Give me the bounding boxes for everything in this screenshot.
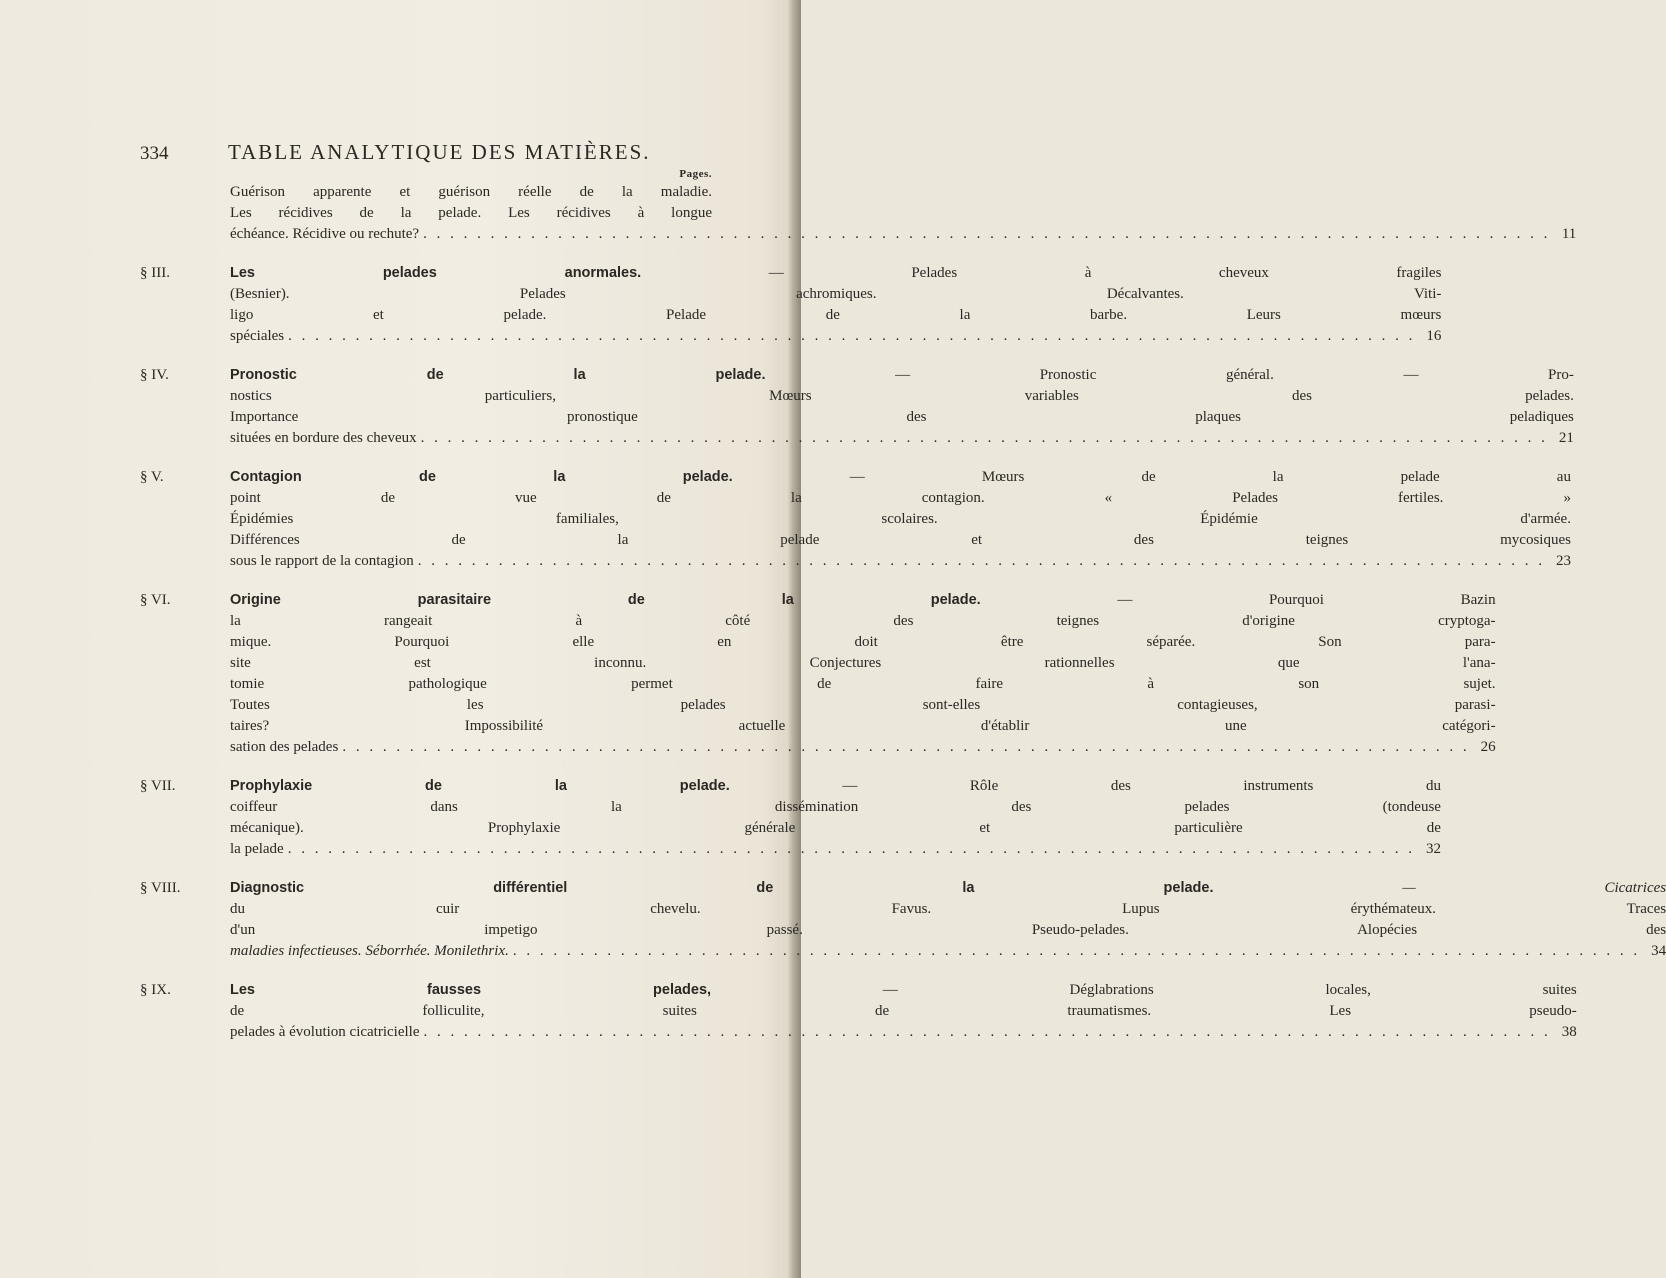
dot-leader bbox=[513, 941, 1640, 962]
entry-line: taires? Impossibilité actuelle d'établir une catégori- bbox=[230, 718, 1496, 734]
entry-line: Guérison apparente et guérison réelle de la maladie. bbox=[230, 184, 712, 200]
entry-line: Différences de la pelade et des teignes mycosiques bbox=[230, 532, 1571, 548]
dot-leader bbox=[418, 551, 1545, 572]
section-number: § III. bbox=[140, 265, 170, 281]
section-viii bbox=[140, 878, 1666, 962]
section-body bbox=[230, 776, 1441, 860]
entry-line: nostics particuliers, Mœurs variables des pelades. bbox=[230, 388, 1574, 404]
dot-leader bbox=[342, 737, 1469, 758]
dot-leader bbox=[421, 428, 1548, 449]
section-title-rest: — Pourquoi Bazin bbox=[1117, 592, 1496, 608]
entry-line: mécanique). Prophylaxie générale et particulière de bbox=[230, 820, 1441, 836]
entry-last-text: échéance. Récidive ou rechute? bbox=[230, 226, 420, 242]
section-body bbox=[230, 590, 1496, 758]
section-body bbox=[230, 980, 1577, 1043]
entry-line: de folliculite, suites de traumatismes. Les pseudo- bbox=[230, 1003, 1577, 1019]
entry-line: Importance pronostique des plaques peladiques bbox=[230, 409, 1574, 425]
section-title: Contagion de la pelade. bbox=[230, 469, 733, 485]
section-number: § VIII. bbox=[140, 880, 181, 896]
entry-line: (Besnier). Pelades achromiques. Décalvantes. Viti- bbox=[230, 286, 1442, 302]
section-body bbox=[230, 263, 1441, 347]
entry-last-line bbox=[230, 839, 1441, 860]
section-body bbox=[230, 365, 1574, 449]
entry-last-text: pelades à évolution cicatricielle bbox=[230, 1024, 420, 1040]
entry-last-text: spéciales bbox=[230, 328, 285, 344]
section-iv bbox=[140, 365, 1574, 449]
section-title-rest: — Cicatrices bbox=[1402, 880, 1666, 896]
section-title-rest: — Pronostic général. — Pro- bbox=[895, 367, 1574, 383]
entry-page: 38 bbox=[1561, 1024, 1577, 1040]
section-ix bbox=[140, 980, 1577, 1043]
entry-line: du cuir chevelu. Favus. Lupus érythémateux. Traces bbox=[230, 901, 1666, 917]
entry-line: mique. Pourquoi elle en doit être séparée. Son para- bbox=[230, 634, 1496, 650]
dot-leader bbox=[424, 1022, 1551, 1043]
section-number: § IV. bbox=[140, 367, 169, 383]
entry-last-text: sation des pelades bbox=[230, 739, 339, 755]
pages-column-label: Pages. bbox=[679, 168, 712, 180]
section-title-rest: — Pelades à cheveux fragiles bbox=[768, 265, 1442, 281]
section-title-rest: — Rôle des instruments du bbox=[842, 778, 1441, 794]
entry-first-line bbox=[230, 467, 1571, 488]
entry-line: point de vue de la contagion. « Pelades fertiles. » bbox=[230, 490, 1571, 506]
section-number: § VI. bbox=[140, 592, 171, 608]
section-title: Les pelades anormales. bbox=[230, 265, 642, 281]
intro-entry bbox=[140, 182, 1577, 245]
entry-page: 26 bbox=[1480, 739, 1496, 755]
page-number: 334 bbox=[140, 143, 169, 164]
entry-line: Toutes les pelades sont-elles contagieuses, parasi- bbox=[230, 697, 1496, 713]
entry-line: tomie pathologique permet de faire à son sujet. bbox=[230, 676, 1496, 692]
entry-line: Les récidives de la pelade. Les récidives à longue bbox=[230, 205, 712, 221]
section-number: § IX. bbox=[140, 982, 171, 998]
section-iii bbox=[140, 263, 1442, 347]
entry-page: 23 bbox=[1555, 553, 1571, 569]
entry-last-line bbox=[230, 737, 1496, 758]
entry-line: d'un impetigo passé. Pseudo-pelades. Alopécies des bbox=[230, 922, 1666, 938]
entry-last-line bbox=[230, 326, 1441, 347]
entry-line: la rangeait à côté des teignes d'origine cryptoga- bbox=[230, 613, 1496, 629]
dot-leader bbox=[288, 839, 1415, 860]
section-title-rest: — Mœurs de la pelade au bbox=[849, 469, 1571, 485]
entry-page: 11 bbox=[1561, 226, 1577, 242]
section-vii bbox=[140, 776, 1441, 860]
section-title: Les fausses pelades, bbox=[230, 982, 712, 998]
section-body bbox=[230, 878, 1666, 962]
entry-last-line bbox=[230, 941, 1666, 962]
section-title-rest: — Déglabrations locales, suites bbox=[882, 982, 1577, 998]
entry-page: 21 bbox=[1558, 430, 1574, 446]
table-of-contents bbox=[140, 182, 1666, 1043]
section-v bbox=[140, 467, 1571, 572]
entry-first-line bbox=[230, 263, 1441, 284]
entry-last-line bbox=[230, 224, 1577, 245]
section-title: Diagnostic différentiel de la pelade. bbox=[230, 880, 1214, 896]
entry-last-line bbox=[230, 1022, 1577, 1043]
entry-last-text: situées en bordure des cheveux bbox=[230, 430, 417, 446]
entry-line: coiffeur dans la dissémination des pelades (tondeuse bbox=[230, 799, 1441, 815]
entry-last-line bbox=[230, 551, 1571, 572]
section-number: § V. bbox=[140, 469, 164, 485]
entry-page: 34 bbox=[1651, 943, 1666, 959]
entry-last-text: maladies infectieuses. Séborrhée. Monilethrix. bbox=[230, 943, 509, 959]
entry-line: site est inconnu. Conjectures rationnelles que l'ana- bbox=[230, 655, 1496, 671]
entry-last-text: la pelade bbox=[230, 841, 284, 857]
entry-page: 32 bbox=[1425, 841, 1441, 857]
section-number: § VII. bbox=[140, 778, 176, 794]
running-header bbox=[140, 140, 700, 165]
section-title: Origine parasitaire de la pelade. bbox=[230, 592, 981, 608]
section-body bbox=[230, 467, 1571, 572]
dot-leader bbox=[423, 224, 1550, 245]
section-title: Pronostic de la pelade. bbox=[230, 367, 766, 383]
entry-last-text: sous le rapport de la contagion bbox=[230, 553, 414, 569]
section-title: Prophylaxie de la pelade. bbox=[230, 778, 730, 794]
section-vi bbox=[140, 590, 1496, 758]
entry-first-line bbox=[230, 365, 1574, 386]
entry-first-line bbox=[230, 590, 1496, 611]
entry-page: 16 bbox=[1426, 328, 1442, 344]
entry-line: Épidémies familiales, scolaires. Épidémie d'armée. bbox=[230, 511, 1571, 527]
entry-first-line bbox=[230, 980, 1577, 1001]
entry-first-line bbox=[230, 776, 1441, 797]
dot-leader bbox=[288, 326, 1415, 347]
entry-last-line bbox=[230, 428, 1574, 449]
entry-line: ligo et pelade. Pelade de la barbe. Leurs mœurs bbox=[230, 307, 1442, 323]
entry-first-line bbox=[230, 878, 1666, 899]
page-title: TABLE ANALYTIQUE DES MATIÈRES. bbox=[228, 140, 651, 164]
